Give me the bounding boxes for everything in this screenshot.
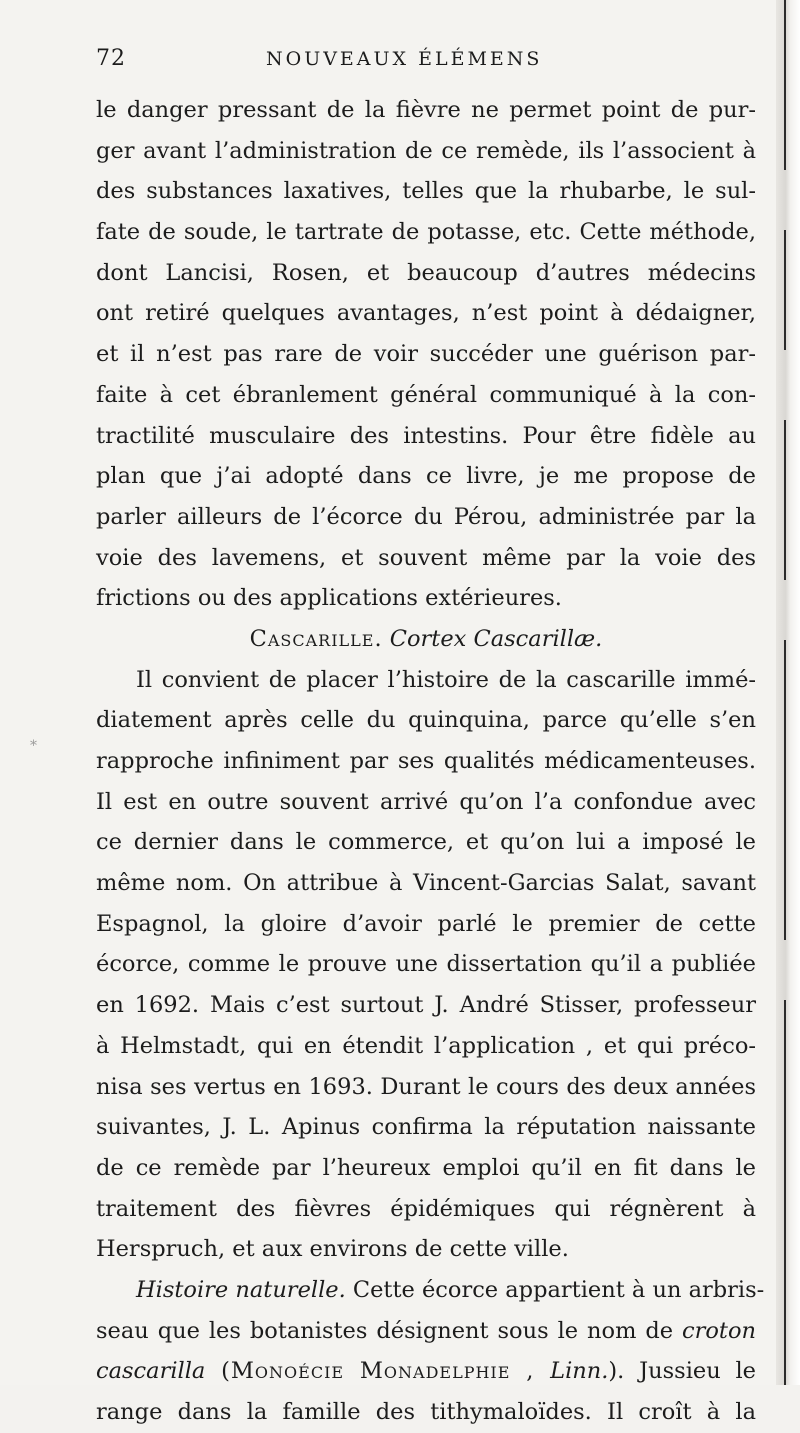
text-line: même nom. On attribue à Vincent-Garcias Salat, savant <box>96 870 756 897</box>
page-header <box>96 46 756 86</box>
text-line: parler ailleurs de l’écorce du Pérou, administrée par la <box>96 503 756 530</box>
page-edge <box>776 0 800 1385</box>
text-line <box>96 1270 765 1311</box>
text-line: des substances laxatives, telles que la rhubarbe, le sul- <box>96 178 756 205</box>
author-abbrev: Linn. <box>550 1358 609 1385</box>
text-line: voie des lavemens, et souvent même par la voie des <box>96 544 756 571</box>
text-span: Cette écorce appartient à un arbris- <box>345 1276 765 1303</box>
text-line: Herspruch, et aux environs de cette ville. <box>96 1236 569 1263</box>
text-line: ce dernier dans le commerce, et qu’on lui a imposé le <box>96 829 756 856</box>
text-line: diatement après celle du quinquina, parce qu’elle s’en <box>96 707 756 734</box>
page-number: 72 <box>96 46 126 71</box>
text-line: nisa ses vertus en 1693. Durant le cours des deux années <box>96 1073 756 1100</box>
text-line: dont Lancisi, Rosen, et beaucoup d’autres médecins <box>96 259 756 286</box>
section-heading <box>96 619 756 660</box>
edge-line <box>784 230 786 350</box>
text-line: fate de soude, le tartrate de potasse, etc. Cette méthode, <box>96 219 756 246</box>
subsection-label: Histoire naturelle. <box>136 1276 346 1303</box>
text-line: de ce remède par l’heureux emploi qu’il en fit dans le <box>96 1154 756 1181</box>
body-text <box>96 90 765 1433</box>
text-line: ger avant l’administration de ce remède, ils l’associent à <box>96 137 756 164</box>
text-span: seau que les botanistes désignent sous le nom de <box>96 1317 683 1344</box>
edge-line <box>784 640 786 940</box>
section-heading-name: Cascarille. <box>249 625 383 652</box>
section-heading-latin: Cortex Cascarillæ. <box>389 625 603 652</box>
text-span: ). Jussieu le <box>608 1358 756 1385</box>
edge-line <box>784 0 786 170</box>
text-line: tractilité musculaire des intestins. Pour être fidèle au <box>96 422 756 449</box>
text-line: frictions ou des applications extérieures. <box>96 585 562 612</box>
text-line: suivantes, J. L. Apinus confirma la réputation naissante <box>96 1114 756 1141</box>
text-line <box>96 1311 756 1352</box>
species-name: cascarilla <box>96 1358 206 1385</box>
genus-name: croton <box>682 1317 756 1344</box>
text-line: en 1692. Mais c’est surtout J. André Stisser, professeur <box>96 992 756 1019</box>
text-line: Espagnol, la gloire d’avoir parlé le premier de cette <box>96 910 756 937</box>
classification: (Monoécie Monadelphie , <box>205 1358 551 1385</box>
text-line: rapproche infiniment par ses qualités médicamenteuses. <box>96 748 756 774</box>
text-line: et il n’est pas rare de voir succéder une guérison par- <box>96 341 756 368</box>
text-line: à Helmstadt, qui en étendit l’application , et qui préco- <box>96 1032 756 1059</box>
text-line: ont retiré quelques avantages, n’est point à dédaigner, <box>96 300 756 327</box>
text-line: plan que j’ai adopté dans ce livre, je me propose de <box>96 463 756 490</box>
text-line: traitement des fièvres épidémiques qui régnèrent à <box>96 1195 756 1222</box>
text-line: faite à cet ébranlement général communiqué à la con- <box>96 381 756 408</box>
margin-speck: * <box>30 738 37 754</box>
text-line: écorce, comme le prouve une dissertation qu’il a publiée <box>96 951 756 978</box>
text-line: range dans la famille des tithymaloïdes. Il croît à la <box>96 1399 756 1425</box>
text-line: Il convient de placer l’histoire de la cascarille immé- <box>136 666 756 693</box>
text-line <box>96 1351 756 1392</box>
running-title: NOUVEAUX ÉLÉMENS <box>266 48 543 70</box>
edge-line <box>784 1000 786 1385</box>
text-line: le danger pressant de la fièvre ne permet point de pur- <box>96 97 756 123</box>
edge-line <box>784 420 786 580</box>
text-line: Il est en outre souvent arrivé qu’on l’a confondue avec <box>96 788 756 815</box>
